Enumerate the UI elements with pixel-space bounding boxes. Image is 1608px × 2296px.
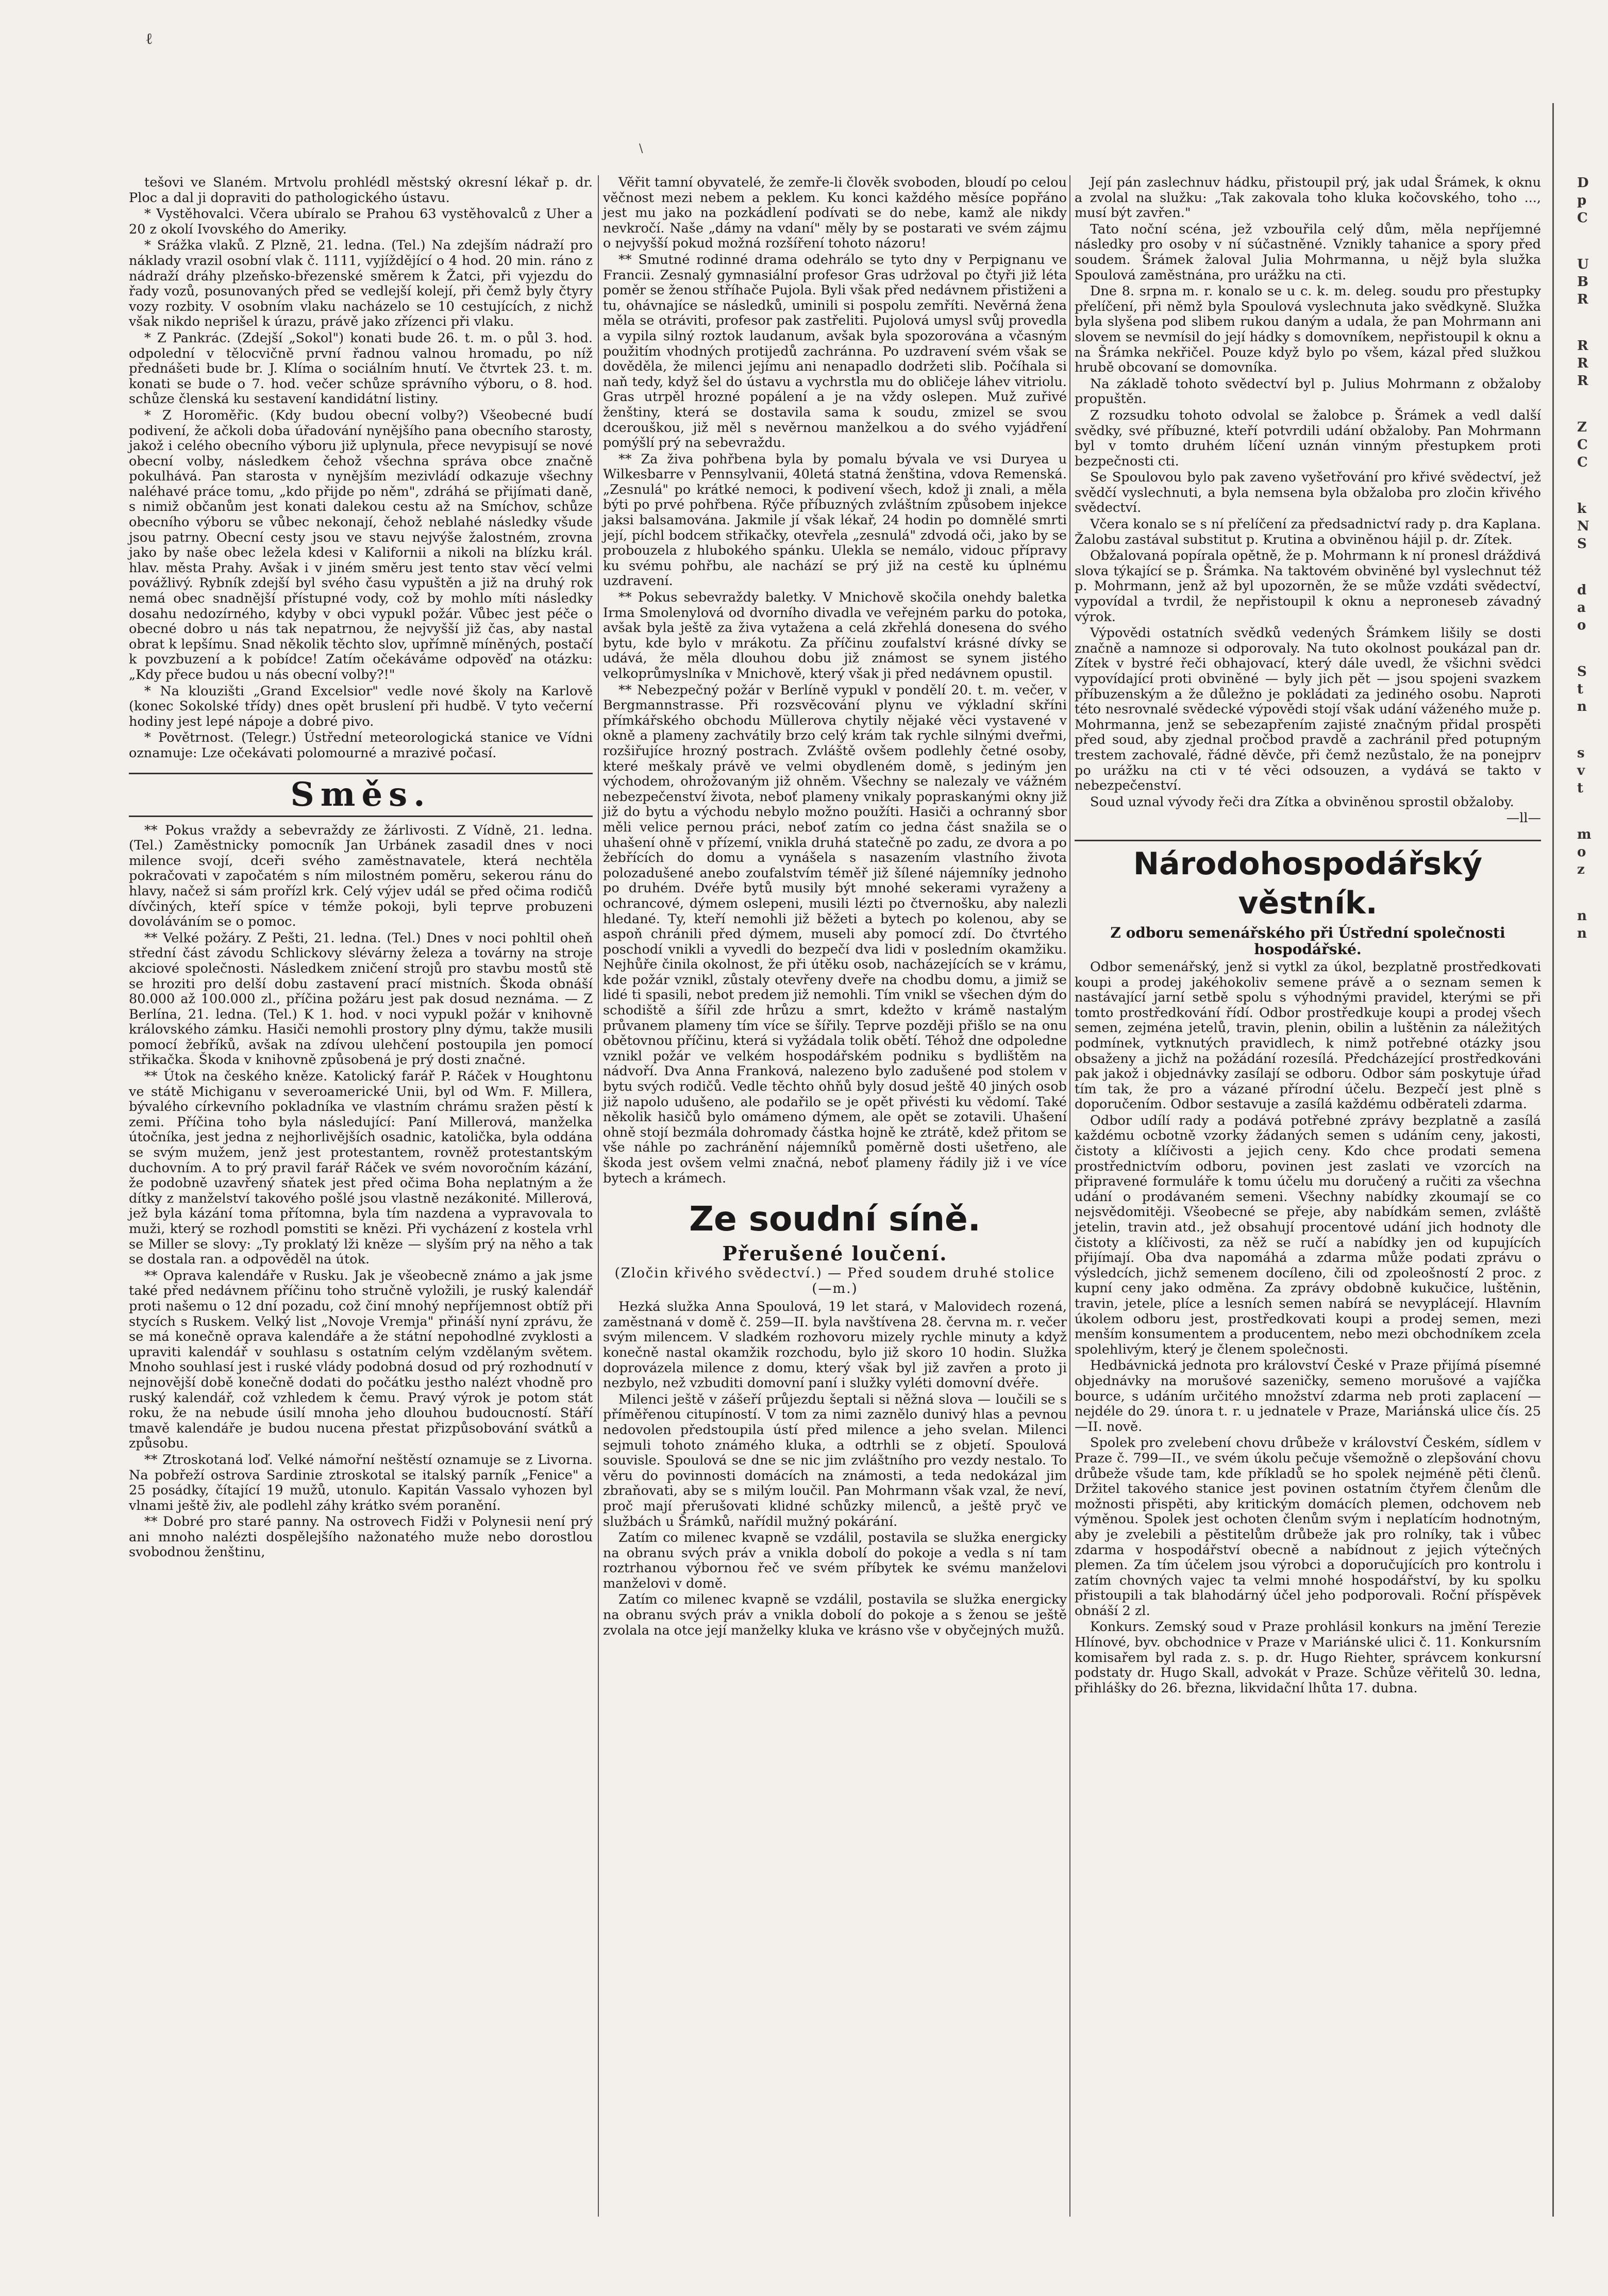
edge-letter: N xyxy=(1577,519,1589,534)
edge-letter: n xyxy=(1577,908,1587,924)
article: * Na klouzišti „Grand Excelsior" vedle nové školy na Karlově (konec Sokolské třídy) dnes opět bruslení při hudbě. V tyto večerní hodiny jest lepé nápoje a dobré pivo. xyxy=(129,683,593,729)
edge-letter: p xyxy=(1577,193,1587,208)
edge-letter: R xyxy=(1577,356,1588,371)
article: Včera konalo se s ní přelíčení za předsadnictví rady p. dra Kaplana. Žalobu zastával substitut p. Krutina a obviněnou hájil p. dr. Zítek. xyxy=(1075,517,1541,547)
next-page-edge xyxy=(1577,175,1608,943)
article: * Povětrnost. (Telegr.) Ústřední meteorologická stanice ve Vídni oznamuje: Lze očekávati polomourné a mrazivé počasí. xyxy=(129,730,593,761)
article: Z rozsudku tohoto odvolal se žalobce p. Šrámek a vedl další svědky, své příbuzné, kteří potvrdili udání obžaloby. Pan Mohrmann byl v tomto druhém líčení uznán vinným přestupkem proti bezpečnosti cti. xyxy=(1075,407,1541,469)
section-title-economy: Národohospodářský věstník. xyxy=(1075,840,1541,923)
section-title-smes: Směs. xyxy=(129,773,593,817)
edge-letter: B xyxy=(1577,274,1588,290)
article: ** Oprava kalendáře v Rusku. Jak je všeobecně známo a jak jsme také před nedávnem příčinu toho stručně vyložili, je ruský kalendář proti našemu o 12 dní pozadu, což činí mnohý nepříjemnost obtíž při stycích s Ruskem. Velký list „Novoje Vremja" přináší nyní zprávu, že se má konečně oprava kalendáře a že státní nepohodlné zvyklosti a upraviti kalendář v souhlasu s ostatním celým vzdělaným světem. Mnoho souhlasí jest i ruské vlády podobná dosud od prý rozhodnutí v nejnovější době konečně dodati do počátku jestho nalézt vhodně pro ruský kalendář, což vzhledem k čemu. Pravý výrok je potom stát roku, že na nebude úsilí mnoha jeho dlouhou budoucností. Stáří tmavě kalendáře je budou nucena přestat přizpůsobování svátků a způsobu. xyxy=(129,1268,593,1452)
edge-letter: S xyxy=(1577,664,1587,679)
court-headline: Přerušené loučení. xyxy=(722,1242,948,1266)
article: ** Útok na českého kněze. Katolický farář P. Ráček v Houghtonu ve státě Michiganu v severoamerické Unii, byl od Wm. F. Millera, bývalého církevního pokladníka ve vlastním chrámu sražen pěstí k zemi. Příčina toho byla následující: Paní Millerová, manželka útočníka, jest jedna z nejhorlivějších osadnic, katolička, byla oddána se svým mužem, jenž jest protestantem, rovněž protestantským duchovním. A to prý pravil farář Ráček ve svém novoročním kázání, že podobně uzavřený sňatek jest před očima Boha neplatným a že dítky z manželství takového pošlé jsou vlastně nezákonité. Millerová, jež byla kázání toma přítomna, byla tím nazdena a vypravovala to muži, který se rozhodl pomstiti se knězi. Při vycházení z kostela vrhl se Miller se slovy: „Ty proklatý lži kněze — slyším prý na něho a tak se dostala ran. a odpověděl na útok. xyxy=(129,1069,593,1268)
article: ** Pokus sebevraždy baletky. V Mnichově skočila onehdy baletka Irma Smolenylová od dvorního divadla ve veřejném parku do potoka, avšak byla ještě za živa vytažena a celá zkřehlá donesena do svého bytu, kde bylo v mrákotu. Za příčinu zoufalství krásné dívky se udává, že měla dlouhou dobu již známost se synem jistého velkoprůmyslníka v Mnichově, který však ji před nedávnem opustil. xyxy=(603,590,1067,681)
edge-letter: m xyxy=(1577,827,1592,842)
article: ** Nebezpečný požár v Berlíně vypukl v pondělí 20. t. m. večer, v Bergmannstrasse. Při rozsvěcování plynu ve výkladní skříni přímkářského obchodu Müllerova chytily nějaké věci vystavené v okně a plameny zachvátily brzo celý krám tak rychle silnými dveřmi, rozšiřujíce hrozný postrach. Zvláště ovšem podlehly četné osoby, které meškaly právě ve velmi obydleném domě, s jediným jen východem, ohrožovaným již ohněm. Všechny se nalezaly ve vážném nebezpečenství života, neboť plameny vnikaly popraskanými okny již již do bytu a východu nebylo možno použíti. Hasiči a ochranný sbor měli velice pernou práci, neboť zatím co jedna část snažila se o uhašení ohně v přízemí, vnikla druhá statečně po zadu, ze dvora a po žebřících do domu a vynášela s nasazením vlastního života polozadušené anebo zoufalstvím téměř již šílené nájemníky jednoho po druhém. Dvéře bytů musily být mnohé sekerami vyraženy a ochrancové, dýmem oslepeni, musili lézti po čtvernošku, aby nalezli hledané. Ty, kteří nemohli již běžeti a bytech po kolenou, aby se aspoň chránili před dýmem, museli aby pomocí zdí. Do čtvrtého poschodí vnikli a vyvedli do bezpečí dva lidi v posledním okamžiku. Nejhůře činila okolnost, že při útěku osob, nacházejících se v krámu, kde požár vznikl, zůstaly otevřeny dveře na chodbu domu, a jimiž se lidé ti spasili, nebot predem již nemohli. Tím vnikl se všechen dým do schodiště a šířil zde hrůzu a smrt, kdežto v krámě nastalým průvanem plameny tím více se šířily. Teprve později přišlo se na onu obětovnou příčinu, která si vyžádala tolik obětí. Téhož dne odpoledne vznikl požár ve velkém hospodářském podniku s bydlištěm na nádvoří. Dva Anna Franková, nalezeno bylo zadušené pod stolem v bytu svých rodičů. Vedle těchto ohňů byly dosud ještě 40 jiných osob již napolo udušeno, ale podařilo se je opět přivésti ku vědomí. Také několik hasičů bylo omámeno dýmem, ale opět se zotavili. Uhašení ohně stojí bezmála dohromady částka hojně ke ztrátě, kdež přitom se vše náhle po zachránění nájemníků poměrně dosti ušetřeno, ale škoda jest ovšem velmi značná, neboť plameny řádily již i ve více bytech a krámech. xyxy=(603,682,1067,1186)
edge-letter: n xyxy=(1577,699,1587,714)
article: Hezká služka Anna Spoulová, 19 let stará, v Malovidech rozená, zaměstnaná v domě č. 259—II. byla navštívena 28. června m. r. večer svým milencem. V sladkém rozhovoru mizely rychle minuty a když konečně nastal okamžik rozchodu, bylo již skoro 10 hodin. Služka doprovázela milence z domu, který však byl již zavřen a proto ji nezbylo, než vzbuditi domovní paní i služky vyléti domovní dvéře. xyxy=(603,1299,1067,1391)
article: Zatím co milenec kvapně se vzdálil, postavila se služka energicky na obranu svých práv a vnikla dobolí do pokoje a vedla s ní tam roztrhanou výbornou řeč ve svém příbytek ke svému manželovi manželovi v domě. xyxy=(603,1530,1067,1591)
article: Milenci ještě v zášeří průjezdu šeptali si něžná slova — loučili se s příměřenou citupíností. V tom za nimi zaznělo dunivý hlas a pevnou nedovolen předstoupila ústí před milence a jeho svelan. Milenci sejmuli tohoto známého kluka, a odtrhli se z objetí. Spoulová souvisle. Spoulová se dne se nic jim zvláštního pro vezdy nestalo. To věru do povinnosti domácích na známosti, a teda nedokázal jim zbraňovati, aby se s milým loučil. Pan Mohrmann však vzal, že neví, proč mají přerušovati klidné schůzky milenců, a ještě pryč ve službách u Šrámků, nařídil mužný pokárání. xyxy=(603,1391,1067,1529)
article: ** Smutné rodinné drama odehrálo se tyto dny v Perpignanu ve Francii. Zesnalý gymnasiální profesor Gras udržoval po čtyři již léta poměr se ženou stříhače Pujola. Byli však před nedávnem přistiženi a tu, ohávnajíce se následků, uminili si pospolu zemříti. Nevěrná žena měla se otráviti, profesor pak zastřeliti. Pujolová umysl svůj provedla a vypila silný roztok laudanum, avšak byla spozorována a včasným použitím vhodných protijedů zachránna. Po uzdravení svém však se dověděla, že milenci jejímu ani nenapadlo dodržeti slib. Počíhala si naň tedy, když šel do ústavu a vychrstla mu do obličeje láhev vitriolu. Gras utrpěl hrozné popálení a je na vždy oslepen. Muž zuřivé ženštiny, která se dostavila sama k soudu, zmizel se svou dcerouškou, již měl s nevěrnou manželkou a do svého vyjádření pomýšlí prý na sebevraždu. xyxy=(603,252,1067,451)
article: tešovi ve Slaném. Mrtvolu prohlédl městský okresní lékař p. dr. Ploc a dal ji dopraviti do pathologického ústavu. xyxy=(129,175,593,206)
article: ** Za živa pohřbena byla by pomalu bývala ve vsi Duryea u Wilkesbarre v Pennsylvanii, 40letá statná ženština, vdova Remenská. „Zesnulá" po krátké nemoci, k podivení všech, kdož ji znali, a měla býti po prvé pohřbena. Rýče příbuzných zvláštním způsobem injekce jaksi balsamována. Jakmile jí však lékař, 24 hodin po domnělé smrti její, píchl bodcem střikačky, otevřela „zesnulá" zdvodá oči, jako by se probouzela z hlubokého spánku. Ulekla se nemálo, vidouc přípravy ku svému pohřbu, ale nachází se prý již na cestě ku úplnému uzdravení. xyxy=(603,451,1067,589)
edge-letter: o xyxy=(1577,844,1586,860)
article: Dne 8. srpna m. r. konalo se u c. k. m. deleg. soudu pro přestupky přelíčení, při němž byla Spoulová vyslechnuta jako svědkyně. Služka byla slyšena pod slibem rukou daným a udala, že pan Mohrmann ani slovem se nevmísil do její hádky s domovníkem, nepřistoupil k oknu a na Šrámka nekřičel. Pouze když bylo po všem, kázal před služkou hrubě obcovaní se domovníka. xyxy=(1075,284,1541,376)
column-1 xyxy=(129,175,593,1561)
article: Její pán zaslechnuv hádku, přistoupil prý, jak udal Šrámek, k oknu a zvolal na služku: „Tak zakovala toho kluka kočovského, toho ..., musí být zavřen." xyxy=(1075,175,1541,221)
column-rule-1 xyxy=(598,175,599,2217)
edge-letter: o xyxy=(1577,618,1586,633)
edge-letter: R xyxy=(1577,292,1588,307)
edge-letter: t xyxy=(1577,780,1584,796)
article: Obžalovaná popírala opětně, že p. Mohrmann k ní pronesl dráždivá slova týkající se p. Šrámka. Na taktovém obviněné byl vyslechnut též p. Mohrmann, jenž až byl upozorněn, že se může vzdáti svědectví, vypovídal a tvrdil, že nepřistoupil k oknu a neproneseb závadný výrok. xyxy=(1075,548,1541,625)
edge-letter: C xyxy=(1577,437,1588,453)
article: ** Dobré pro staré panny. Na ostrovech Fidži v Polynesii není prý ani mnoho nalézti dospělejšího nažonatého muže nebo dorostlou svobodnou ženštinu, xyxy=(129,1514,593,1560)
article: Spolek pro zvelebení chovu drůbeže v království Českém, sídlem v Praze č. 799—II., ve svém úkolu pečuje všemožně o zlepšování chovu drůbeže všude tam, kde příkladů se ho spolek nejméně pěti členů. Držitel takového stanice jest povinen ostatním čtyřem členům dle možnosti přispěti, aby kritickým domácích plemen, odchovem neb výměnou. Spolek jest ochoten členům svým i neplatícím hodnotným, aby je zvelebili a pěstitelům drůbeže jak pro rolníky, tak i vůbec zdarma v hospodářství obecně a nabídnout z jejich výtečných plemen. Za tím účelem jsou výrobci a doporučujících pro kontrolu i zatím chovných vajec ta velmi mnohé hospodářství, by ku spolku přistoupili a tak blahodárný účel jeho podporovali. Roční příspěvek obnáší 2 zl. xyxy=(1075,1435,1541,1619)
column-3 xyxy=(1075,175,1541,1697)
article: Se Spoulovou bylo pak zaveno vyšetřování pro křivé svědectví, jež svědčí vyslechnuti, a byla nemsena byla obžaloba pro zločin křivého svědectví. xyxy=(1075,470,1541,516)
article: Výpovědi ostatních svědků vedených Šrámkem lišily se dosti značně a namnoze si odporovaly. Na tuto okolnost poukázal pan dr. Zítek v bystré řeči obhajovací, který dále uvedl, že všichni svědci vypovídající proti obviněné — byly jich pět — jsou spojeni svazkem příbuzenským a že důležno je pokládati za jediného osobu. Naproti této nesrovnalé svědecké výpovědi stojí však udání váženého muže p. Mohrmanna, jenž se sebezapřením zajisté značným přidal prospěti před soud, aby zjednal pročbod pravdě a zachránil před potupným trestem zachovalé, řádné děvče, při čemž nezůstalo, že na ponejprv po urážku na cti v té věci odsouzen, a vydává se takto v nebezpečenství. xyxy=(1075,625,1541,794)
article: Soud uznal vývody řeči dra Zítka a obviněnou sprostil obžaloby. xyxy=(1090,794,1514,810)
edge-letter: R xyxy=(1577,338,1588,354)
article: Na základě tohoto svědectví byl p. Julius Mohrmann z obžaloby propuštěn. xyxy=(1075,376,1541,407)
column-rule-2 xyxy=(1069,175,1070,2217)
article: ** Pokus vraždy a sebevraždy ze žárlivosti. Z Vídně, 21. ledna. (Tel.) Zaměstnicky pomocník Jan Urbánek zasadil dnes v noci milence svojí, dceři svého zaměstnavatele, která nechtěla pokračovati v započatém s ním milostném poměru, sekerou ránu do hlavy, načež si sám prořízl krk. Celý výjev udál se před očima rodičů dívčiných, kteří spíce v témže pokoji, byli teprve probuzeni dovoláváním se o pomoc. xyxy=(129,822,593,930)
edge-letter: d xyxy=(1577,583,1587,598)
page-mark: ℓ xyxy=(145,30,153,48)
court-subheadline: (Zločin křivého svědectví.) — Před soudem druhé stolice (—m.) xyxy=(614,1266,1056,1297)
edge-letter: a xyxy=(1577,600,1586,615)
article: Odbor semenářský, jenž si vytkl za úkol, bezplatně prostředkovati koupi a prodej jakéhokoliv semene právě a o seznam semen k nastávající jarní setbě spolu s výhodnými pravidel, kterými se při tomto prostředkování řídí. Odbor prostředkuje koupi a prodej všech semen, zejména jetelů, travin, plenin, obilin a luštěnin za náležitých podmínek, vytknutých pravidlech, k nimž potřebné otázky jsou obsaženy a jichž na požádání rozesílá. Předcházející prostředkováni pak jakož i objednávky zasílají se odboru. Odbor sám poskytuje úřad tím tak, že pro a vázané přírodní účelu. Bezpečí jest plně s doporučením. Odbor sestavuje a zasílá každému odběrateli zdarma. xyxy=(1075,959,1541,1112)
article: Zatím co milenec kvapně se vzdálil, postavila se služka energicky na obranu svých práv a vnikla dobolí do pokoje a s ženou se ještě zvolala na otce její manželky kluka ve krásno vše v obyčejných mužů. xyxy=(603,1592,1067,1638)
edge-letter: t xyxy=(1577,681,1584,697)
article: Tato noční scéna, jež vzbouřila celý dům, měla nepříjemné následky pro osoby v ní súčastněné. Vznikly tahanice a spory před soudem. Šrámek žaloval Julia Mohrmanna, u nějž byla služka Spoulová zaměstnána, pro urážku na cti. xyxy=(1075,221,1541,283)
article: ** Ztroskotaná loď. Velké námořní neštěstí oznamuje se z Livorna. Na pobřeží ostrova Sardinie ztroskotal se italský parník „Fenice" a 25 posádky, čítající 19 mužů, utonulo. Kapitán Vassalo vyhozen byl vlnami ještě živ, ale podlehl záhy krátko svém poranění. xyxy=(129,1452,593,1513)
section-title-court: Ze soudní síně. xyxy=(689,1199,981,1239)
column-2 xyxy=(603,175,1067,1639)
edge-letter: s xyxy=(1577,745,1585,761)
article: * Srážka vlaků. Z Plzně, 21. ledna. (Tel.) Na zdejším nádraží pro náklady vrazil osobní vlak č. 1111, vyjíždějící o 4 hod. 20 min. ráno z nádraží dráhy plzeňsko-březenské směrem k Žatci, při vyjezdu do řady vozů, posunovaných před se vedlejší kolejí, při čemž byly čtyry vozy rozbity. V osobním vlaku nacházelo se 10 cestujících, z nichž však nikdo neprišel k úrazu, právě jako zřízenci při vlaku. xyxy=(129,238,593,330)
article: ** Velké požáry. Z Pešti, 21. ledna. (Tel.) Dnes v noci pohltil oheň střední část závodu Schlickovy slévárny železa a továrny na stroje akciové společnosti. Následkem zničení strojů pro stavbu mostů stě se hroziti pro delší dobu zastavení prací mistních. Škoda obnáší 80.000 až 100.000 zl., příčina požáru jest pak dosud neznáma. — Z Berlína, 21. ledna. (Tel.) K 1. hod. v noci vypukl požár v knihovně královského zámku. Hasiči nemohli prostory plny dýmu, takže musili pomocí žebříků, avšak na zdívou ulehčení postoupila jen pomocí střikačka. Škoda v knihovně způsobená je prý dosti značné. xyxy=(129,930,593,1068)
edge-letter: n xyxy=(1577,926,1587,941)
edge-letter: k xyxy=(1577,501,1587,517)
economy-subheadline: Z odboru semenářského při Ústřední společnosti hospodářské. xyxy=(1110,924,1505,958)
article: Věřit tamní obyvatelé, že zemře-li člověk svoboden, bloudí po celou věčnost mezi nebem a peklem. Ku konci každého měsíce popřáno jest mu jako na pozkádlení podívati se do nebe, kamž ale nikdy nevkročí. Naše „dámy na vdaní" měly by se postarati ve svém zájmu o nejvyšší pokud možná rozšíření tohoto názoru! xyxy=(603,175,1067,252)
edge-letter: R xyxy=(1577,373,1588,389)
edge-letter: v xyxy=(1577,763,1585,778)
page-edge-rule xyxy=(1552,103,1554,2217)
article: Konkurs. Zemský soud v Praze prohlásil konkurs na jmění Terezie Hlínové, byv. obchodnice v Praze v Mariánské ulici č. 11. Konkursním komisařem byl rada z. s. p. dr. Hugo Riehter, správcem konkursní podstaty dr. Hugo Skall, advokát v Praze. Schůze věřitelů 30. ledna, přihlášky do 26. března, likvidační lhůta 17. dubna. xyxy=(1075,1619,1541,1696)
edge-letter: z xyxy=(1577,862,1585,877)
article: * Vystěhovalci. Včera ubíralo se Prahou 63 vystěhovalců z Uher a 20 z okolí Ivovského do Ameriky. xyxy=(129,206,593,237)
author-mark: —ll— xyxy=(1506,810,1541,826)
edge-letter: D xyxy=(1577,175,1589,191)
edge-letter: S xyxy=(1577,536,1587,552)
article: * Z Pankrác. (Zdejší „Sokol") konati bude 26. t. m. o půl 3. hod. odpolední v tělocvičně první řadnou valnou hromadu, po níž přednášeti bude br. J. Klíma o sociálním hnutí. Ve čtvrtek 23. t. m. konati se bude o 7. hod. večer schůze správního výboru, o 8. hod. schůze členská ku sestavení kandidátní listiny. xyxy=(129,330,593,407)
article: * Z Horoměřic. (Kdy budou obecní volby?) Všeobecné budí podivení, že ačkoli doba úřadování nynějšího pana obecního starosty, jakož i celého obecního výboru již uplynula, přece nevypisují se nové obecní volby, následkem čehož všechna správa obce značně pokulhává. Pan starosta v nynějším mezivládí odkazuje všechny naléhavé práce tomu, „kdo přijde po něm", zdráhá se přijímati daně, s nimiž občanům jest konati dalekou cestu až na Smíchov, schůze obecního výboru se vůbec nekonají, čehož neblahé následky všude jsou patrny. Obecní cesty jsou ve stavu nejvýše žalostném, zrovna jako by naše obec ležela kdesi v Kalifornii a nikoli na blízku král. hlav. města Prahy. Avšak i v jiném směru jest tento stav věcí velmi povážlivý. Rybník zdejší byl svého času vypuštěn a již na druhý rok nemá obec snadnější přístupné vody, což by mohlo míti následky dosahu nedozírného, kdyby v obci vypukl požár. Vůbec jest péče o obecné dobro u nás tak nepatrnou, že nejvyšší již čas, aby nastal obrat k lepšímu. Snad několik těchto slov, upřímně míněných, postačí k povzbuzení a k pobídce! Zatím očekáváme odpověď na otázku: „Kdy přece budou u nás obecní volby?!" xyxy=(129,407,593,683)
article: Hedbávnická jednota pro království České v Praze přijímá písemné objednávky na morušové sazeničky, semeno morušové a vajíčka bource, s udáním určitého množství zdarma neb proti zaplacení — nejdéle do 29. února t. r. u jednatele v Praze, Mariánská ulice čís. 25—II. nově. xyxy=(1075,1358,1541,1435)
edge-letter: C xyxy=(1577,455,1588,470)
edge-letter: C xyxy=(1577,210,1588,226)
edge-letter: U xyxy=(1577,257,1589,272)
edge-letter: Z xyxy=(1577,420,1587,435)
page-mark-dot: \ xyxy=(639,142,643,155)
article: Odbor udílí rady a podává potřebné zprávy bezplatně a zasílá každému ocbotně vzorky žádaných semen s udáním ceny, jakosti, čistoty a klíčivosti a jejich ceny. Kdo chce prodati semena prostřednictvím odboru, povinen jest zaslati ve vzorcích na připravené formuláře k tomu účelu mu doručený a ručiti za všechna udání o prodávaném semeni. Všechny nabídky zkoumají se co nejsvědomitěji. Všeobecné se přeje, aby nabídkám semen, zvláště jetelin, travin atd., jež obsahují procentové udání jich hodnoty dle čistoty a klíčivosti, za něž se ručí a nabídky jen od kupujících přijímají. Oba dva napomáhá a zdarma může podati zprávu o výsledcích, jichž semenem docíleno, čili od zpoleošností 2 proc. z kupní ceny jako odměna. Za zprávy obdobně kukučice, luštěnin, travin, jetele, plíce a lesních semen nabírá se nevyplácejí. Hlavním úkolem odboru jest, prostředkovati koupi a prodej semen, mezi menším konsumentem a producentem, nebo mezi obchodníkem zcela spolehlivým, který je členem společnosti. xyxy=(1075,1112,1541,1357)
